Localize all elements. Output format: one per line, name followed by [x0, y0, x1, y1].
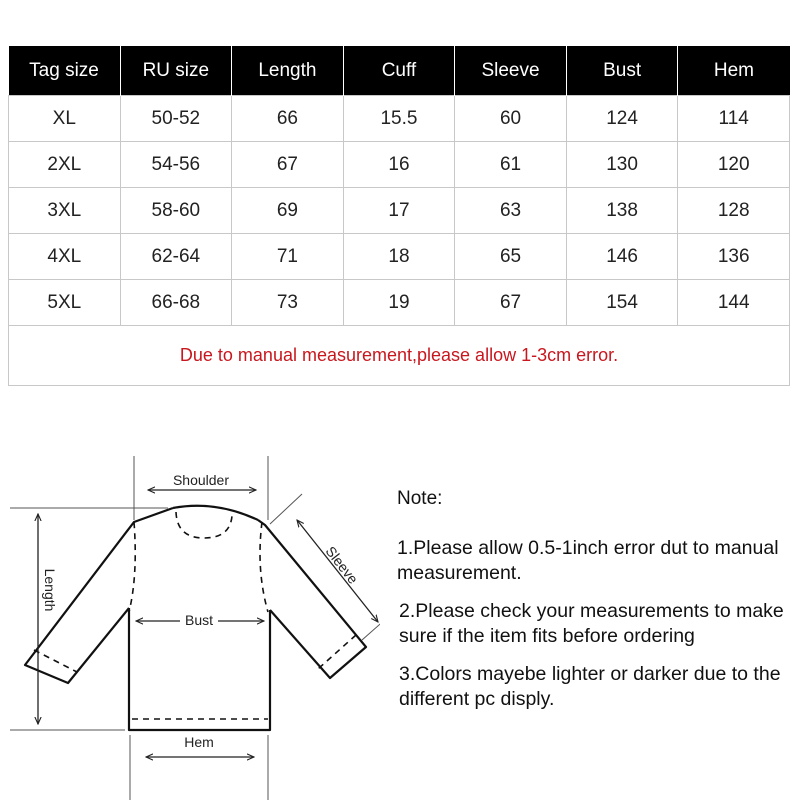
sleeve-label: Sleeve: [322, 543, 362, 587]
table-row: [9, 188, 790, 234]
cell-length: 66: [232, 96, 344, 142]
cell-bust: 154: [566, 280, 678, 326]
bust-label: Bust: [184, 612, 214, 628]
cell-bust: 138: [566, 188, 678, 234]
header-hem: Hem: [678, 46, 790, 96]
cell-cuff: 15.5: [343, 96, 455, 142]
cell-bust: 130: [566, 142, 678, 188]
cell-cuff: 17: [343, 188, 455, 234]
header-ru-size: RU size: [120, 46, 232, 96]
note-item-2: 2.Please check your measurements to make sure if the item fits before ordering: [399, 600, 784, 647]
notes-panel: [397, 486, 792, 725]
cell-length: 71: [232, 234, 344, 280]
header-bust: Bust: [566, 46, 678, 96]
note-item-3: 3.Colors mayebe lighter or darker due to the different pc disply.: [399, 663, 781, 710]
table-row: [9, 96, 790, 142]
cell-sleeve: 63: [455, 188, 567, 234]
cell-sleeve: 61: [455, 142, 567, 188]
garment-measurement-diagram: [0, 440, 380, 800]
cell-sleeve: 60: [455, 96, 567, 142]
cell-tag-size: 2XL: [9, 142, 121, 188]
length-label: Length: [42, 568, 58, 612]
cell-sleeve: 67: [455, 280, 567, 326]
size-chart-table: [8, 46, 790, 386]
footnote-row: [9, 326, 790, 386]
table-row: [9, 234, 790, 280]
header-length: Length: [232, 46, 344, 96]
cell-bust: 124: [566, 96, 678, 142]
shoulder-label: Shoulder: [172, 472, 230, 488]
header-cuff: Cuff: [343, 46, 455, 96]
cell-ru-size: 58-60: [120, 188, 232, 234]
cell-tag-size: 3XL: [9, 188, 121, 234]
cell-length: 67: [232, 142, 344, 188]
cell-length: 73: [232, 280, 344, 326]
note-item-1: 1.Please allow 0.5-1inch error dut to manual measurement.: [397, 537, 779, 584]
cell-hem: 128: [678, 188, 790, 234]
cell-hem: 136: [678, 234, 790, 280]
measurement-error-note: Due to manual measurement,please allow 1-3cm error.: [9, 326, 790, 386]
cell-tag-size: 5XL: [9, 280, 121, 326]
cell-sleeve: 65: [455, 234, 567, 280]
cell-hem: 114: [678, 96, 790, 142]
cell-ru-size: 66-68: [120, 280, 232, 326]
cell-tag-size: 4XL: [9, 234, 121, 280]
cell-bust: 146: [566, 234, 678, 280]
table-row: [9, 280, 790, 326]
header-sleeve: Sleeve: [455, 46, 567, 96]
cell-ru-size: 54-56: [120, 142, 232, 188]
notes-title: Note:: [397, 488, 443, 509]
cell-tag-size: XL: [9, 96, 121, 142]
header-tag-size: Tag size: [9, 46, 121, 96]
cell-cuff: 19: [343, 280, 455, 326]
table-row: [9, 142, 790, 188]
cell-hem: 144: [678, 280, 790, 326]
hem-label: Hem: [184, 734, 214, 750]
cell-ru-size: 50-52: [120, 96, 232, 142]
cell-cuff: 18: [343, 234, 455, 280]
cell-ru-size: 62-64: [120, 234, 232, 280]
cell-cuff: 16: [343, 142, 455, 188]
table-header-row: [9, 46, 790, 96]
cell-length: 69: [232, 188, 344, 234]
cell-hem: 120: [678, 142, 790, 188]
